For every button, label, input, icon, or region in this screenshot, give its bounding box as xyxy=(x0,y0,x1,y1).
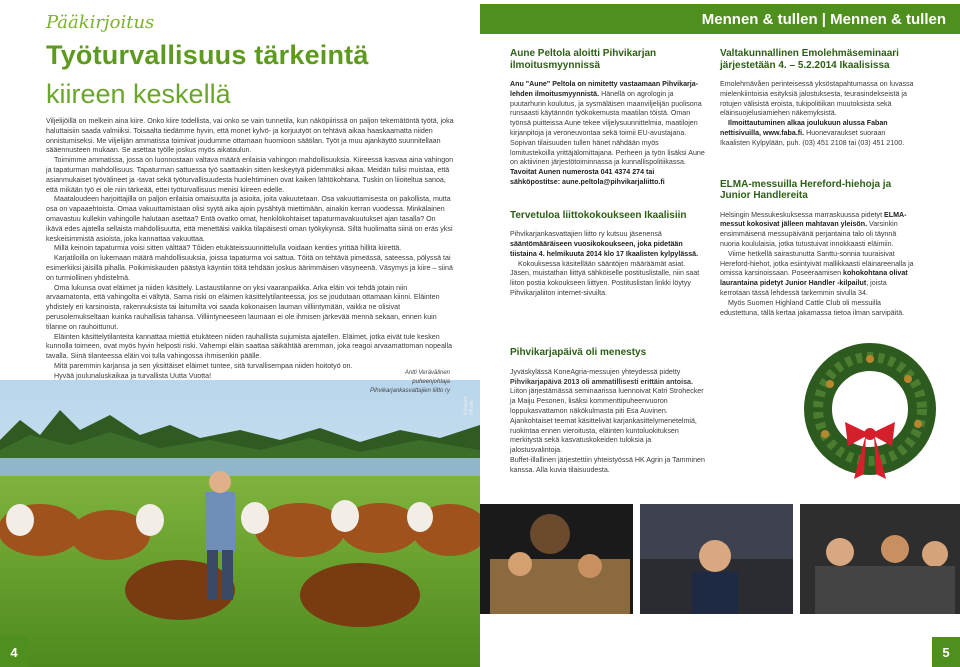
column-a xyxy=(510,48,705,299)
article-paragraph: Pihvikarjankasvattajien liitto ry kutsuu jäsenensä sääntömääräiseen vuosikokoukseen, joka pidetään tiistaina 4. helmikuuta 2014 klo 17 Ikaalisten kylpylässä. xyxy=(510,230,699,258)
christmas-wreath-image xyxy=(800,334,940,484)
photo-credit: Kuvaaja: ©Kalle xyxy=(463,395,475,415)
body-paragraph: Karjatiloilla on lukemaan määrä mahdollisuuksia, joissa tapaturma voi sattua. Töitä on tehtävä pimeässä, sateessa, pölyssä tai esimerkiksi jäisillä pihalla. Poikimiskauden päästyä käyntiin töitä tehdään joskus äärimmäisen väsyneenä. Väsymys ja kiire – siinä on turmiollinen yhdistelmä. xyxy=(46,254,453,282)
body-paragraph: Millä keinoin tapaturmia voisi sitten välttää? Tôiden etukäteissuunnittelulla voidaan kenties yrittää hillitä kiirettä. xyxy=(54,244,402,253)
body-paragraph: Viljelijöillä on melkein aina kiire. Onko kiire todellista, vai onko se vain tunnetila, kun näköpiirissä on paljon tekemätöntä työtä, joka haluttaisiin saada valmiiksi. Toisaalta tiedämme hyvin, että monet kylvö- ja korjuutyöt on tehtävä aikaa haaskaamatta niiden onnistumiseksi. Me viljelijän ammatissa toimivat joudumme ottamaan huomioon säätilan. Työt ja muu ajankäyttö suunnitellaan sääennusteen mukaan. Se asettaa työlle joskus myös aikataulun. xyxy=(46,117,454,155)
article-heading: ELMA-messuilla Hereford-hiehoja ja Junior Handlereita xyxy=(720,178,892,202)
editorial-body xyxy=(46,117,454,382)
article-heading: Pihvikarjapäivä oli menestys xyxy=(510,347,647,358)
article-heading: Valtakunnallinen Emolehmäseminaari järjestetään 4. – 5.2.2014 Ikaalisissa xyxy=(720,48,899,71)
editorial-signature: Antti Verävälinen puheenjohtaja Pihvikarjankasvattajien liitto ry xyxy=(369,370,450,394)
article-paragraph: Ilmoittautuminen alkaa joulukuun alussa Faban nettisivuilla, www.faba.fi. Huonevaraukset suoraan Ikaalisten Kylpylään, puh. (03) 451 2108 tai (03) 451 2100. xyxy=(720,119,905,147)
right-page xyxy=(480,0,960,667)
column-a-lower xyxy=(510,348,705,476)
page-number-left: 4 xyxy=(0,637,28,667)
article-heading: Tervetuloa liittokokoukseen Ikaalisiin xyxy=(510,209,687,221)
section-banner: Mennen & tullen | Mennen & tullen xyxy=(480,4,960,34)
article-paragraph: Anu "Aune" Peltola on nimitetty vastaamaan Pihvikarja-lehden ilmoitusmyynnistä. Hänellä on agrologin ja puutarhurin koulutus, ja sysmäläisen maanviljelijän puolisona runsaasti käytännön työkokemusta maatilan töistä. Oman työnsä puitteissa Aune tekee viljelysuunnittelmia, maatilojen kirjanpitoja ja veroneuvontaa sekä toimii EU-avustajana. Sopivan tilaisuuden tullen hänet nähdään myös lomitustekoilla yrittäjälomittajana. Perheen ja työn lisäksi Aune on aktiivinen järjestötoiminnassa ja kunnallispolitiikassa. Tavoitat Aunen numerosta 041 4374 274 tai sähköpostitse: aune.peltola@pihvikarjaliitto.fi xyxy=(510,80,705,186)
body-paragraph: Hyvää joulunaluskaikaa ja turvallista Uutta Vuotta! xyxy=(54,371,212,380)
event-photo-2 xyxy=(640,504,793,614)
editorial-subhead: kiireen keskellä xyxy=(46,79,231,109)
column-b xyxy=(720,48,915,318)
article-paragraph: Emolehmävåen perinteisessä yksöstapahtumassa on luvassa mielenkiintoisia esityksiä jalostuksesta, teurasindekseistä ja rotujen välisistä eroista, tukipolitiikan muutoksista sekä eläinsuojelusiamiehen näkemyksistä. xyxy=(720,80,914,118)
body-paragraph: Eläinten käsittelytilanteita kannattaa miettiä etukäteen niiden rauhallista sujumista ajatellen. Eläimet, jotka eivät tule kesken kunnolla toimeen, ovat myös hyvin helposti riski. Vahempi eläin saattaa säikähtää aremman, joka reagoi arvaamattoman nopealla tavalla. Siinä tilanteessa eläin voi tulla vahingossa ihmisenkin päälle. xyxy=(46,332,453,361)
editorial-headline: Työturvallisuus tärkeintä xyxy=(46,40,369,70)
body-paragraph: Toimimme ammatissa, jossa on luonnostaan valtava määrä erilaisia vahingon mahdollisuuksia. Kiireessä kasvaa aina vahingon ja tapaturman mahdollisuus. Tapaturman sattuessa työ saattaakin sitten keskeytyä pidemmäksi aikaa. Meidän tulisi muistaa, että asianmukaiset työvälineet ja -tavat sekä työturvallisuudesta huolehtiminen ovat kaiken lähtökohtana. Tuskin on liioiteltua sanoa, että mikään työ ei ole niin tärkeää, ettei työturvallisuus menisi kiireen edelle. xyxy=(46,156,454,194)
article-paragraph: Buffet-illallinen järjestettiin yhteistyössä HK Agrin ja Tamminen kanssa. Alla kuvia tilaisuudesta. xyxy=(510,455,705,474)
body-paragraph: Oma lukunsa ovat eläimet ja niiden käsittely. Lastaustilanne on yksi vaaranpaikka. Arka eläin voi tehdä jotain niin arvaamatonta, että vahingolta ei vältytä. Sama riski on eläimen käsittelytilanteessa, jos se joudutaan ottamaan kiinni. Eläinten yhdistely eri karsinoista, rakennuksista tai laitumilta voi saada kokonaisen lauman villiintymään, vaikka ne olisivat perusolemukseltaan kuinka rauhallisia tahansa. Villiintyneeseen laumaan ei ole ihmisen järkevää mennä sekaan, ennen kuin tilanne on rauhoittunut. xyxy=(46,283,440,331)
article-paragraph: Myös Suomen Highland Cattle Club oli messuilla edustettuna, tällä kertaa jakamassa tietoa ilman sarvipäitä. xyxy=(720,298,905,317)
event-photo-1 xyxy=(480,504,633,614)
article-paragraph: Ajankohtaiset teemat käsittelivät karjankasittelymenetelmiä, ruokintaa ennen vieroitusta, eläinten kuntoluokituksen merkitystä sekä kasvatuskokeiden tuloksia ja jalostusvalintoja. xyxy=(510,416,697,455)
page-number-right: 5 xyxy=(932,637,960,667)
section-kicker: Pääkirjoitus xyxy=(46,12,155,33)
article-paragraph: Viime hetkellä sairastunutta Santtu-sonnia tuuraisivat Hereford-hiehot, jotka esiintyivät mallikkaasti eläinareenalla ja omissa karsinoissaan. Poseeraamisen kohokohtana olivat laurantaina pidetyt Junior Handler -kilpailut, joista kerrotaan tässä lehdessä tarkemmin sivulla 34. xyxy=(720,249,914,297)
body-paragraph: Maataloudeen harjoittajilla on paljon erilaisia omaisuutta ja asioita, joita vakuutetaan. Osa vakuuttamisesta on pakollista, mutta osa on vapaaehtoista. Omaa vakuuttamistaan olisi syytä aika ajoin pysähtyä miettimään, ainakin kerran vuodessa. Minkälainen omavastuu kullekin vahingolle halutaan asettaa? Entä ovatko omat, henkilökohtaiset tapaturmavakuutukset ajan tasalla? On ikävä edes ajatella sellaista mahdollisuutta, että menettäisi vaikka tilapäisesti oman työkykynsä. Siltä huolimatta siinä on eräs yksi keskeisimmistä asioista, joka kannattaa vakuuttaa. xyxy=(46,195,453,243)
farm-cattle-photo xyxy=(0,380,480,667)
article-heading: Aune Peltola aloitti Pihvikarjan ilmoitusmyynnissä xyxy=(510,48,657,71)
article-paragraph: Jyväskylässä KoneAgria-messujen yhteydessä pidetty Pihvikarjapäivä 2013 oli ammatillisesti erittäin antoisa. Liiton järjestämässä seminaarissa luennoivat Katri Strohecker ja Maiju Pesonen, lisäksi kommenttipuheenvuoron loppukasvattamon näkökulmasta piti Esa Auvinen. xyxy=(510,367,704,415)
event-photo-3 xyxy=(800,504,960,614)
article-paragraph: Kokouksessa käsitellään sääntöjen määräämät asiat. Jäsen, muistathan liittyä sähköiselle postituslistalle, niin saat liiton postia kokoukseen liittyen. Postituslistan linkki löytyy Pihvikarjaliiton internet-sivuilta. xyxy=(510,259,700,298)
article-paragraph: Helsingin Messukeskuksessa marraskuussa pidetyt ELMA-messut kokosivat jälleen mahtavan yleisön. Varsinkin ensimmäisenä messupäivänä perjantaina talo oli täynnä nuoria koululaisia, jotka tutustuivat innokkaasti eläimiin. xyxy=(720,210,907,248)
body-paragraph: Mitä paremmin karjansa ja sen yksittäiset eläimet tuntee, sitä turvallisempaa niiden hoitotyö on. xyxy=(54,361,353,370)
